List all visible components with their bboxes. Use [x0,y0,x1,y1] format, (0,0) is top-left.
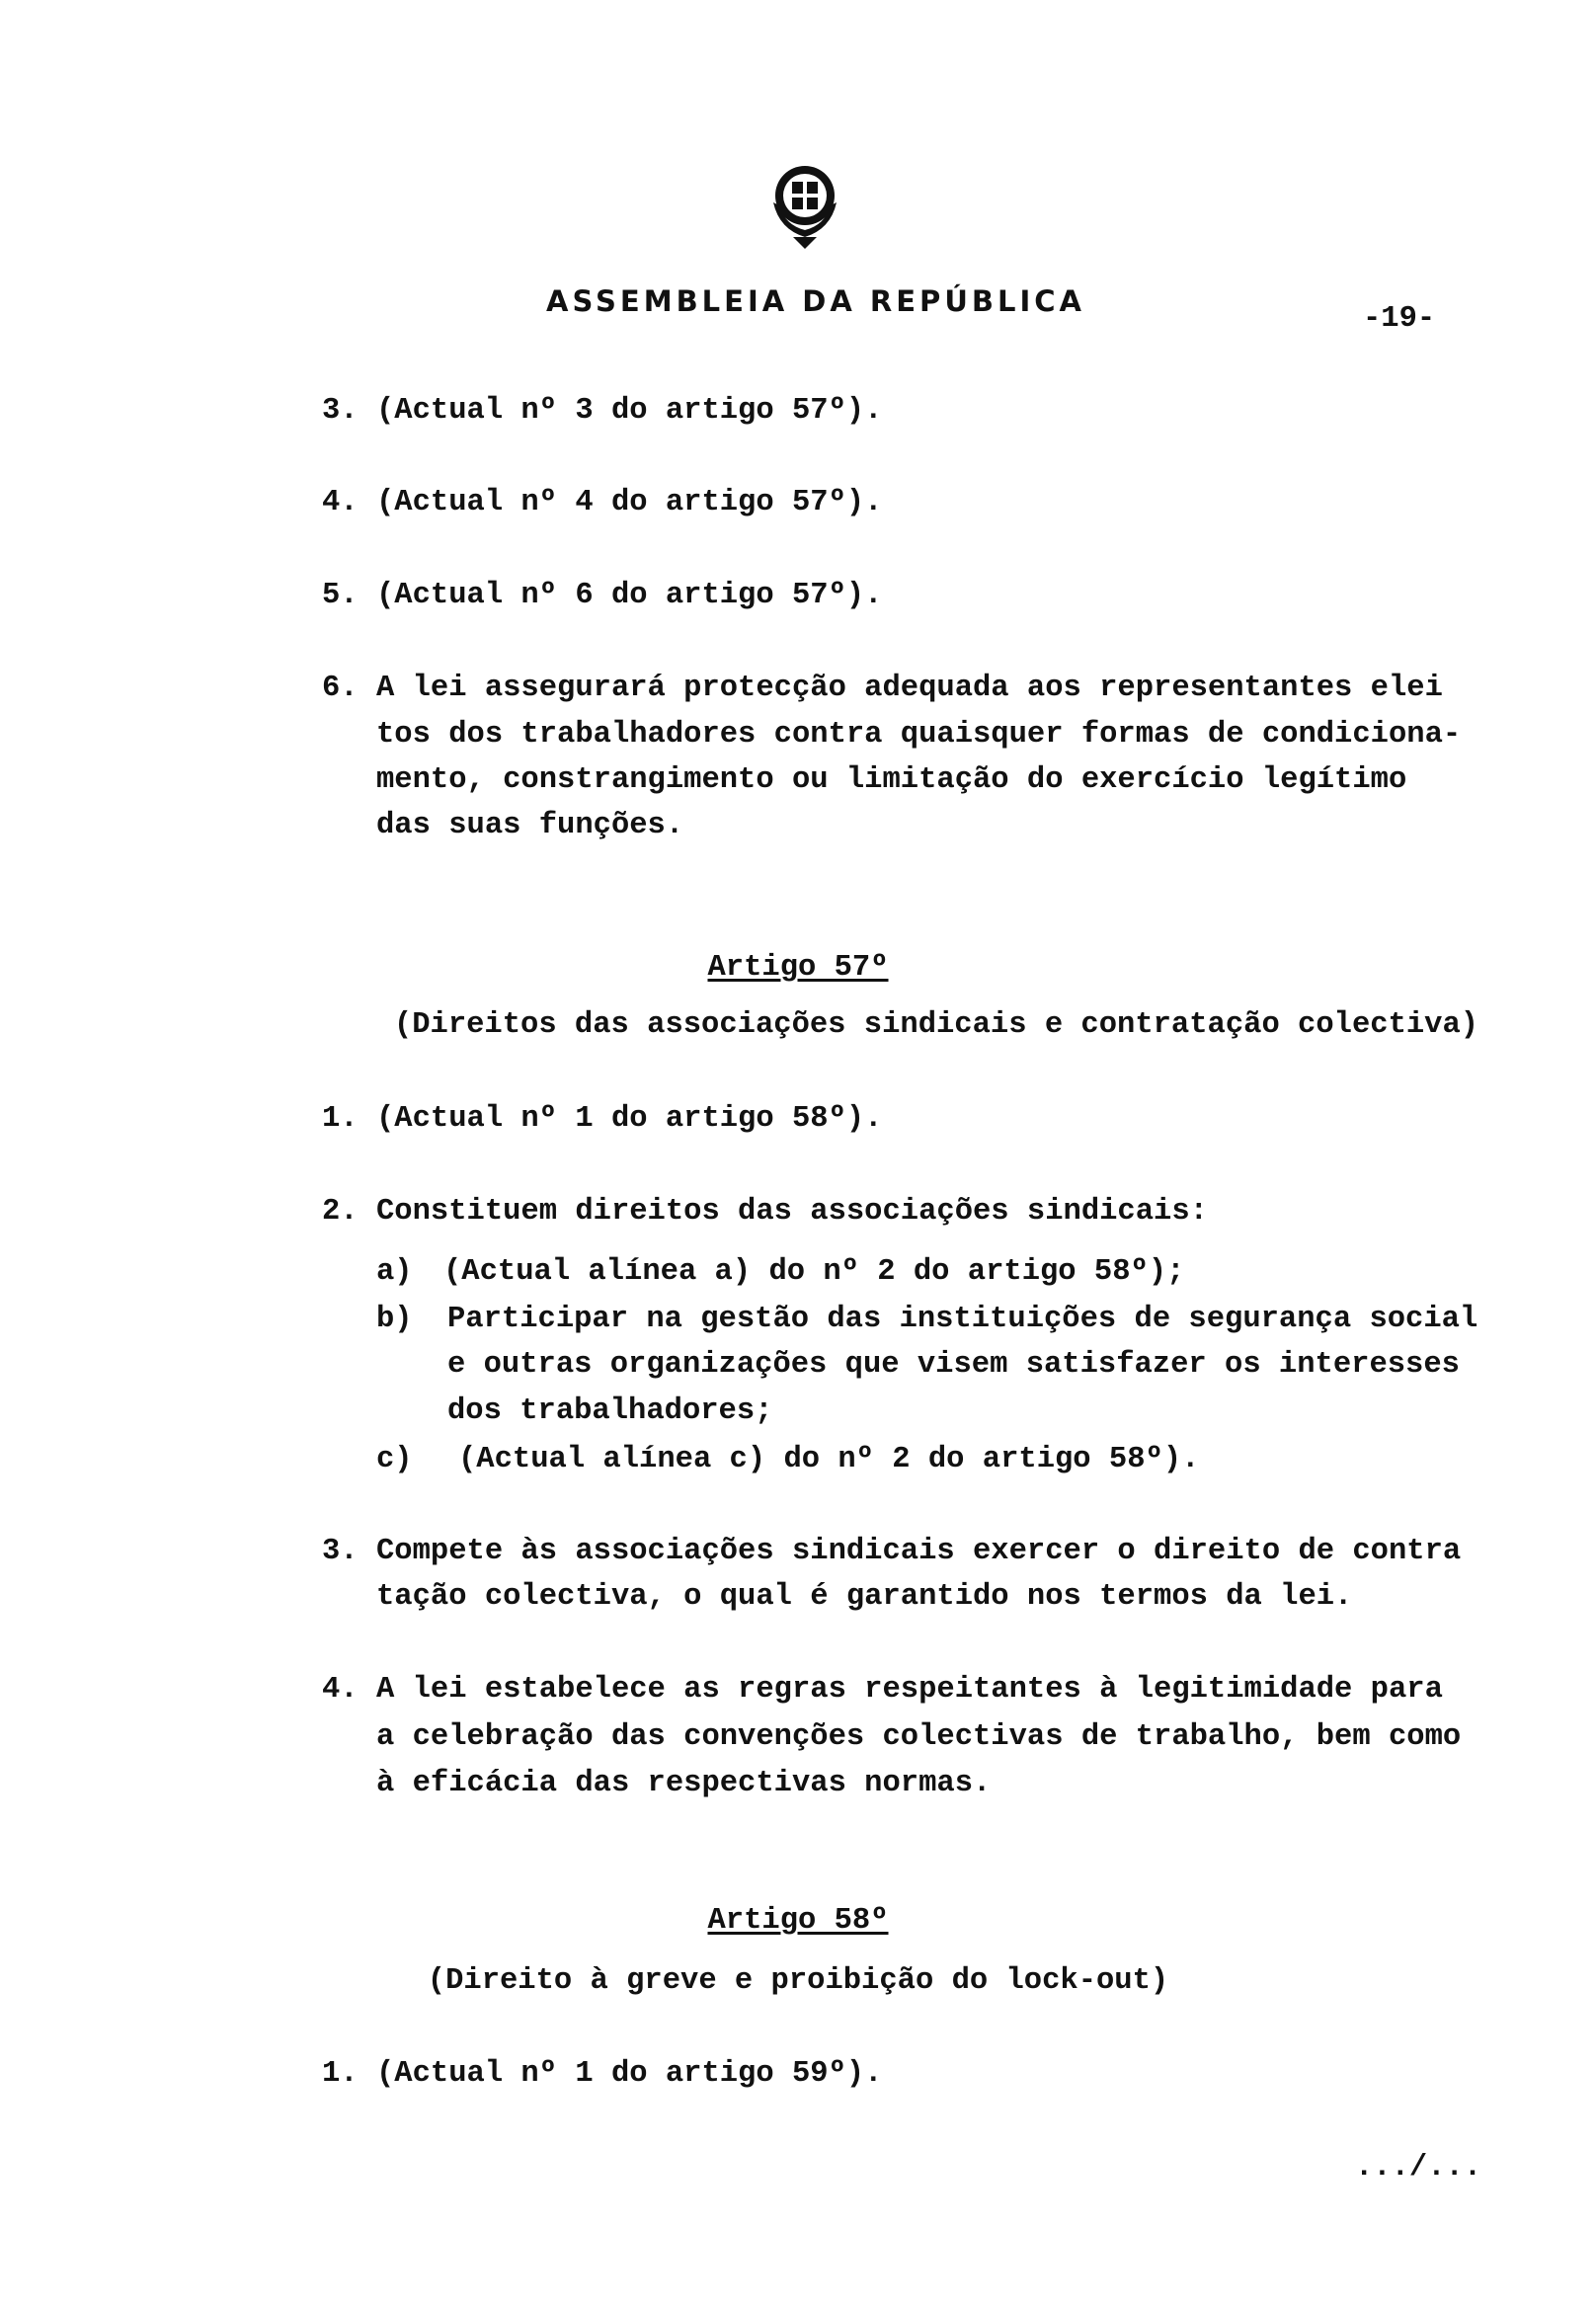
item-text-line: tos dos trabalhadores contra quaisquer formas de condiciona- [376,718,1462,752]
coat-of-arms-emblem [765,158,844,252]
item-number: 3. [322,394,359,428]
item-number: 1. [322,2057,359,2091]
article-57-subtitle: (Direitos das associações sindicais e contratação colectiva) [393,1008,1479,1042]
subitem-text: dos trabalhadores; [447,1394,773,1428]
item-number: 4. [322,1673,359,1707]
item-text-line: tação colectiva, o qual é garantido nos termos da lei. [376,1580,1353,1614]
article-57-title: Artigo 57º [707,951,889,985]
article-58-subtitle: (Direito à greve e proibição do lock-out) [427,1964,1169,1998]
item-number: 1. [322,1102,359,1136]
item-text: (Actual nº 6 do artigo 57º). [376,579,883,612]
subitem-letter: a) [376,1255,413,1289]
item-text: (Actual nº 3 do artigo 57º). [376,394,883,428]
item-text-line: mento, constrangimento ou limitação do exercício legítimo [376,763,1407,797]
subitem-text: (Actual alínea c) do nº 2 do artigo 58º). [458,1443,1200,1476]
article-58-title: Artigo 58º [707,1904,889,1938]
subitem-text: e outras organizações que visem satisfazer os interesses [447,1348,1460,1382]
item-number: 5. [322,579,359,612]
item-text: Constituem direitos das associações sindicais: [376,1195,1208,1229]
item-text: (Actual nº 4 do artigo 57º). [376,486,883,519]
continuation-mark: .../... [1355,2151,1482,2185]
item-text-line: A lei assegurará protecção adequada aos representantes elei [376,672,1443,705]
page-number: -19- [1363,302,1436,336]
subitem-text: (Actual alínea a) do nº 2 do artigo 58º); [443,1255,1185,1289]
item-text: (Actual nº 1 do artigo 59º). [376,2057,883,2091]
subitem-letter: c) [376,1443,413,1476]
item-number: 4. [322,486,359,519]
item-text-line: Compete às associações sindicais exercer o direito de contra [376,1535,1462,1568]
item-number: 6. [322,672,359,705]
item-text-line: a celebração das convenções colectivas de trabalho, bem como [376,1720,1462,1754]
item-number: 3. [322,1535,359,1568]
item-text-line: das suas funções. [376,809,684,842]
subitem-text: Participar na gestão das instituições de segurança social [447,1303,1478,1336]
item-text-line: à eficácia das respectivas normas. [376,1767,992,1800]
item-text: (Actual nº 1 do artigo 58º). [376,1102,883,1136]
institution-header: ASSEMBLEIA DA REPÚBLICA [546,284,1085,318]
item-number: 2. [322,1195,359,1229]
item-text-line: A lei estabelece as regras respeitantes à legitimidade para [376,1673,1443,1707]
subitem-letter: b) [376,1303,413,1336]
